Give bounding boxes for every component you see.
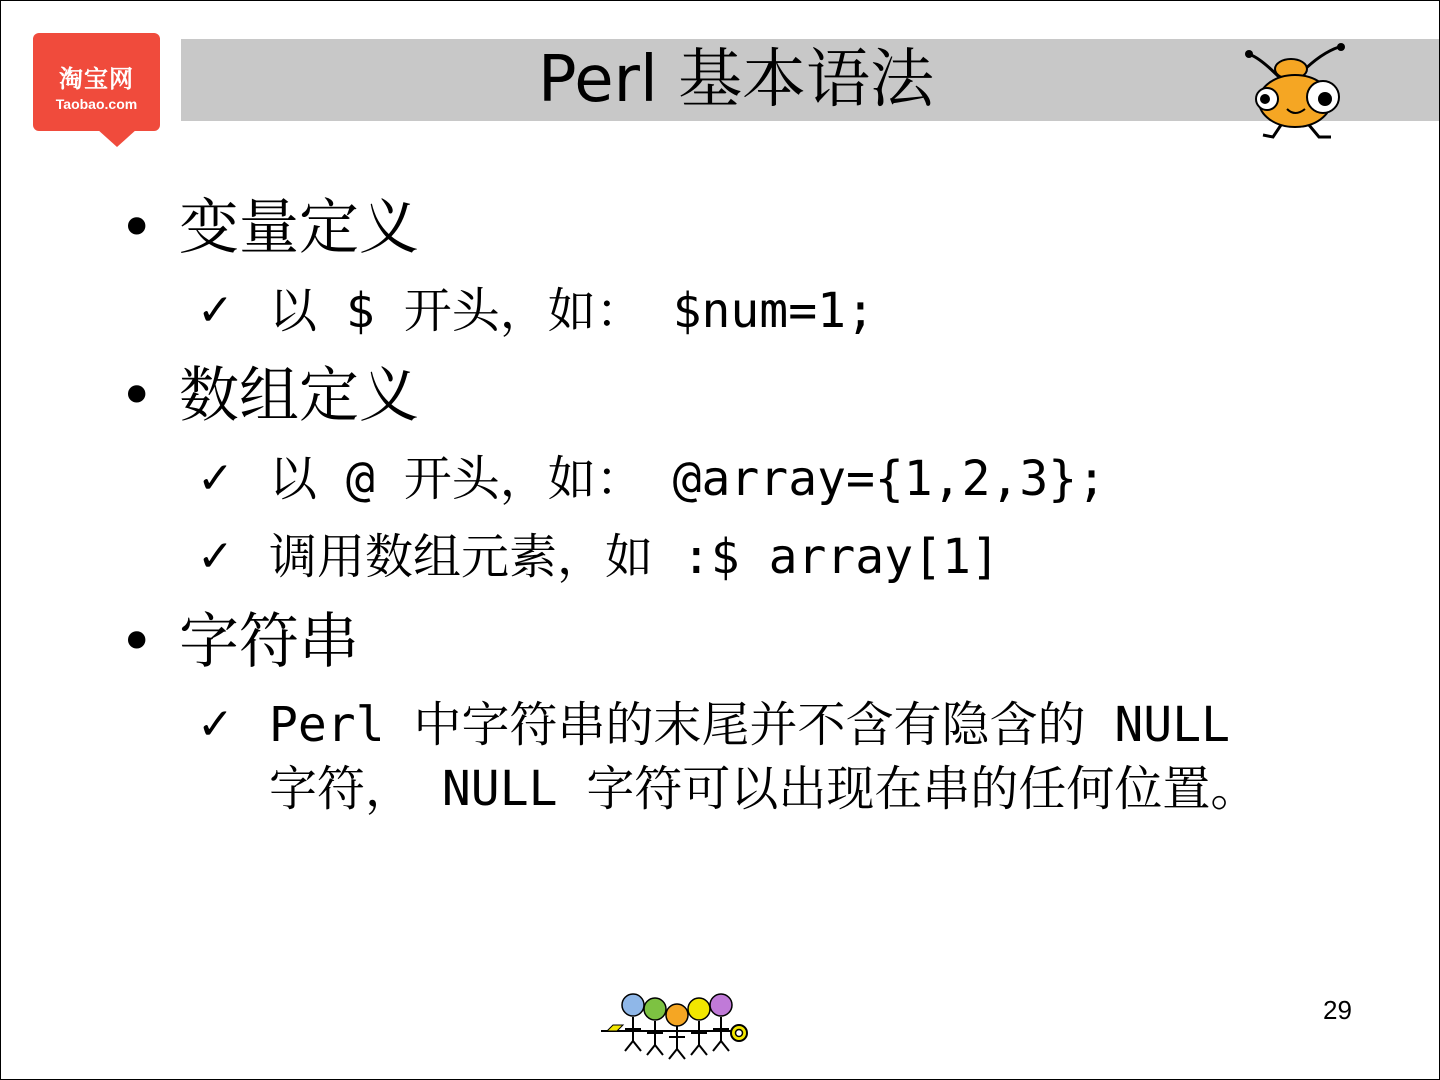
slide-title: Perl 基本语法 <box>537 43 935 117</box>
checkmark-icon: ✓ <box>197 699 234 750</box>
section-heading-text: 数组定义 <box>179 361 419 431</box>
logo-text-cn: 淘宝网 <box>59 65 134 93</box>
section-heading-text: 字符串 <box>179 607 359 677</box>
bullet-icon: • <box>119 607 155 677</box>
balloon-people-icon <box>599 989 755 1063</box>
section-heading-text: 变量定义 <box>179 193 419 263</box>
page-number: 29 <box>1323 995 1352 1025</box>
checkmark-icon: ✓ <box>197 531 234 582</box>
checkmark-icon: ✓ <box>197 453 234 504</box>
list-item-text: 调用数组元素，如 :$ array[1] <box>269 529 1000 585</box>
checkmark-icon: ✓ <box>197 285 234 336</box>
slide-content <box>1 1 1440 1080</box>
list-item-text: 以 @ 开头，如： @array={1,2,3}; <box>269 451 1107 507</box>
bullet-icon: • <box>119 193 155 263</box>
bullet-icon: • <box>119 361 155 431</box>
logo-text-en: Taobao.com <box>55 96 138 112</box>
list-item-text: Perl 中字符串的末尾并不含有隐含的 NULL 字符， NULL 字符可以出现在串的任何位置。 <box>269 697 1259 817</box>
section-heading <box>119 607 359 677</box>
section-heading <box>119 361 419 431</box>
section-heading <box>119 193 419 263</box>
list-item-text: 以 $ 开头，如： $num=1; <box>269 283 875 339</box>
